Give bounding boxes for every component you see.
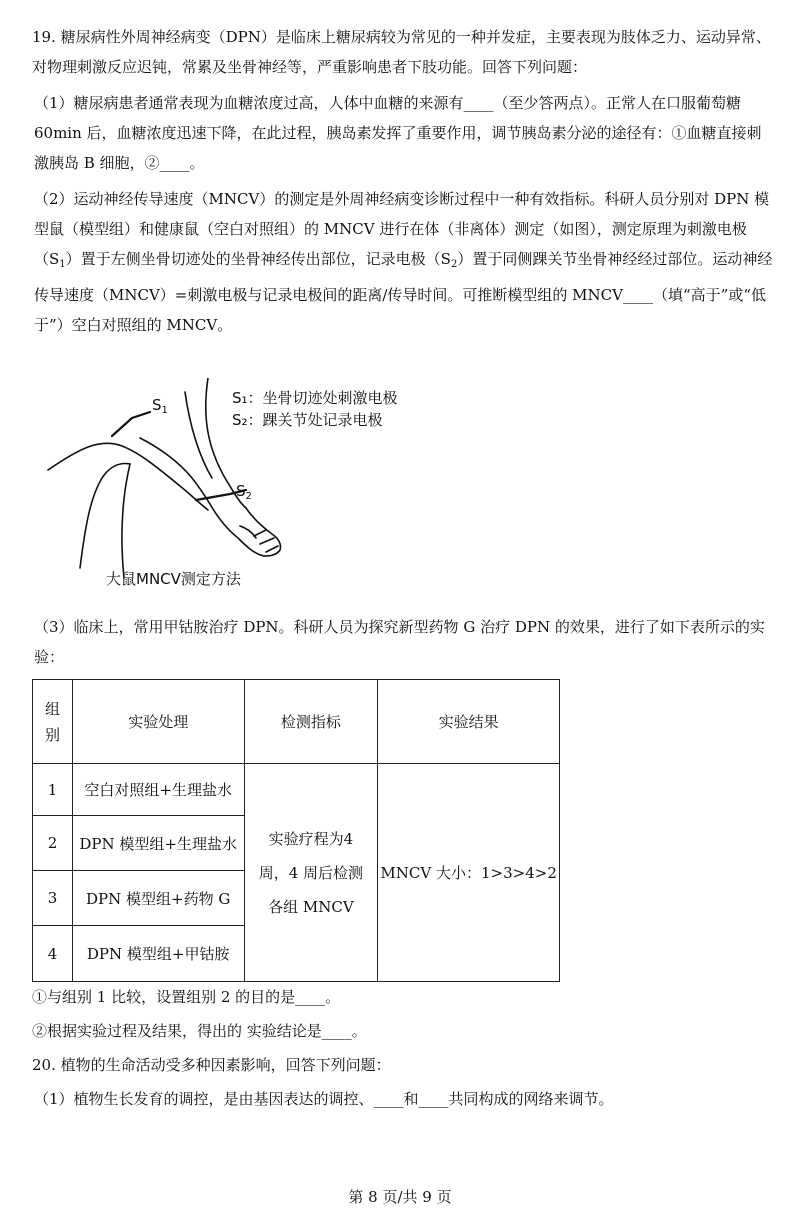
q20-intro: 20. 植物的生命活动受多种因素影响，回答下列问题： [32, 1056, 391, 1074]
q19-part2 [34, 184, 774, 340]
q19-subq2: ②根据实验过程及结果，得出的 实验结论是____。 [32, 1022, 367, 1040]
result-cell: MNCV 大小：1>3>4>2 [378, 764, 560, 982]
q19-part2-text-a: （2）运动神经传导速度（MNCV）的测定是外周神经病变诊断过程中一种有效指标。科研人员分别对 DPN 模型鼠（模型组）和健康鼠（空白对照组）的 MNCV 进行在体（非离体）测定（如图），测定原理为刺激电极（S [34, 190, 770, 268]
experiment-table [32, 679, 560, 982]
figure-caption: 大鼠MNCV测定方法 [106, 570, 241, 588]
q19-subq1: ①与组别 1 比较，设置组别 2 的目的是____。 [32, 988, 341, 1006]
q19-part2-text-c: ）置于同侧踝关节坐骨神经经过部位。运动神经传导速度（MNCV）=刺激电极与记录电极间的距离/传导时间。可推断模型组的 MNCV____（填“高于”或“低于”）空白对照组的 MNCV。 [34, 250, 773, 334]
row-id: 1 [33, 764, 73, 816]
row-treatment: DPN 模型组+生理盐水 [72, 816, 244, 871]
q19-intro: 19. 糖尿病性外周神经病变（DPN）是临床上糖尿病较为常见的一种并发症，主要表现为肢体乏力、运动异常、对物理刺激反应迟钝，常累及坐骨神经等，严重影响患者下肢功能。回答下列问题： [32, 28, 771, 76]
header-group: 组 别 [33, 680, 73, 764]
q20-part1: （1）植物生长发育的调控，是由基因表达的调控、____和____共同构成的网络来调节。 [34, 1090, 614, 1108]
row-id: 4 [33, 926, 73, 982]
q19-part3: （3）临床上，常用甲钴胺治疗 DPN。科研人员为探究新型药物 G 治疗 DPN 的效果，进行了如下表所示的实验： [34, 618, 765, 666]
row-treatment: 空白对照组+生理盐水 [72, 764, 244, 816]
q19-part2-text-b: ）置于左侧坐骨切迹处的坐骨神经传出部位，记录电极（S [65, 250, 451, 268]
rat-mncv-figure [40, 378, 440, 593]
table-header-row [33, 680, 560, 764]
q19-part2-sub1: 1 [59, 259, 66, 270]
row-id: 2 [33, 816, 73, 871]
indicator-cell: 实验疗程为4周，4 周后检测各组 MNCV [244, 764, 378, 982]
legend-s1: S₁：坐骨切迹处刺激电极 [232, 389, 398, 407]
q19-part2-sub2: 2 [450, 259, 458, 270]
s1-electrode [112, 418, 132, 436]
row-treatment: DPN 模型组+药物 G [72, 871, 244, 926]
s1-label: $S_1$ [152, 396, 168, 416]
q19-part1: （1）糖尿病患者通常表现为血糖浓度过高，人体中血糖的来源有____（至少答两点）。正常人在口服葡萄糖 60min 后，血糖浓度迅速下降，在此过程，胰岛素发挥了重要作用，调节胰岛素分泌的途径有：①血糖直接刺激胰岛 B 细胞，②____。 [34, 94, 762, 172]
s2-label: $S_2$ [236, 482, 252, 502]
s2-electrode [196, 494, 230, 500]
page-footer: 第 8 页/共 9 页 [348, 1188, 452, 1206]
row-treatment: DPN 模型组+甲钴胺 [72, 926, 244, 982]
header-indicator: 检测指标 [244, 680, 378, 764]
header-result: 实验结果 [378, 680, 560, 764]
legend-s2: S₂：踝关节处记录电极 [232, 411, 383, 429]
s1-lead [132, 412, 150, 418]
row-id: 3 [33, 871, 73, 926]
header-treatment: 实验处理 [72, 680, 244, 764]
table-row [33, 764, 560, 816]
